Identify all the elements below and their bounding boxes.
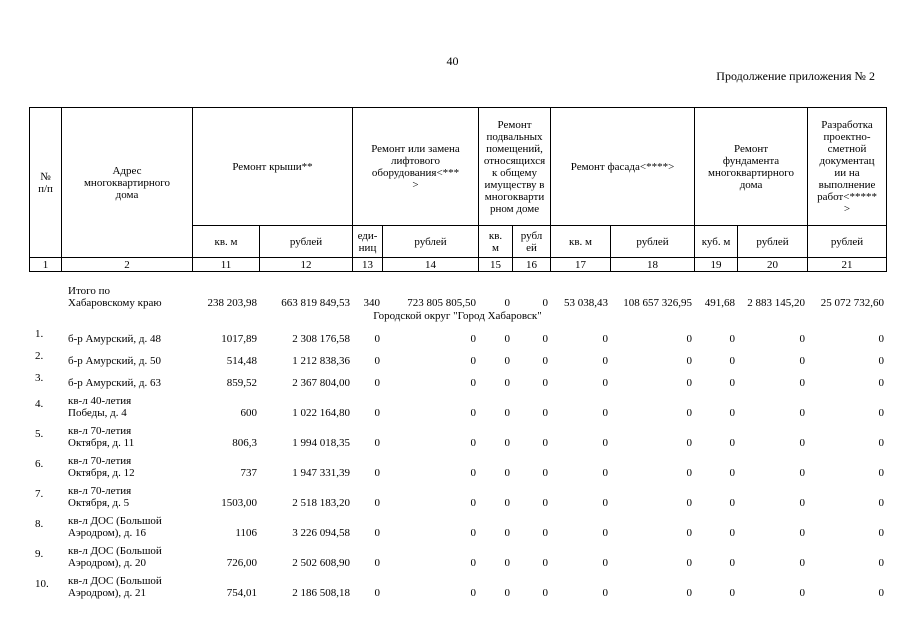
header-line: сметной	[827, 142, 867, 155]
table-row	[29, 479, 886, 509]
address-line: кв-л ДОС (Большой	[68, 515, 162, 527]
address-line: кв-л 70-летия	[68, 455, 132, 467]
header-line: дома	[115, 188, 139, 201]
row-value: 0	[799, 437, 805, 449]
address-line: б-р Амурский, д. 63	[68, 377, 162, 389]
table-row	[29, 419, 886, 449]
column-number: 20	[738, 258, 808, 272]
row-value: 1 212 838,36	[292, 355, 350, 367]
row-value: 0	[729, 587, 735, 599]
total-value: 238 203,98	[207, 297, 257, 309]
row-value: 3 226 094,58	[292, 527, 350, 539]
header-line: рном доме	[489, 202, 540, 215]
unit-foundation-cubm: куб. м	[695, 226, 738, 258]
header-line: имуществу в	[484, 178, 545, 191]
row-value: 0	[878, 467, 884, 479]
row-value: 726,00	[226, 557, 257, 569]
header-line: ниц	[358, 241, 377, 254]
address-line: Октября, д. 5	[68, 497, 130, 509]
row-value: 1 022 164,80	[292, 407, 350, 419]
address-line: кв-л 70-летия	[68, 485, 132, 497]
header-line: Адрес	[112, 164, 142, 177]
row-value: 1106	[235, 527, 257, 539]
row-value: 0	[542, 557, 548, 569]
column-number: 18	[611, 258, 695, 272]
total-value: 25 072 732,60	[820, 297, 884, 309]
row-value: 0	[602, 333, 608, 345]
row-value: 0	[470, 333, 476, 345]
header-line: работ<*****	[817, 190, 877, 203]
row-address	[61, 345, 192, 367]
row-value: 0	[602, 407, 608, 419]
total-value: 2 883 145,20	[747, 297, 805, 309]
row-value: 1503,00	[221, 497, 257, 509]
row-value: 0	[374, 497, 380, 509]
row-value: 0	[878, 437, 884, 449]
address-line: Октября, д. 12	[68, 467, 135, 479]
header-line: относящихся	[483, 154, 546, 167]
row-value: 0	[686, 467, 692, 479]
row-address	[61, 479, 192, 509]
row-value: 0	[602, 497, 608, 509]
row-value: 737	[240, 467, 257, 479]
total-label-line: Хабаровскому краю	[68, 297, 162, 309]
data-table	[29, 277, 886, 599]
row-value: 0	[799, 407, 805, 419]
header-line: многоквартирного	[708, 166, 795, 179]
address-line: кв-л ДОС (Большой	[68, 545, 162, 557]
address-line: Аэродром), д. 20	[68, 557, 146, 569]
total-value: 723 805 805,50	[407, 297, 476, 309]
row-value: 0	[686, 355, 692, 367]
row-value: 0	[799, 377, 805, 389]
row-value: 0	[799, 355, 805, 367]
row-value: 0	[602, 437, 608, 449]
row-value: 0	[374, 377, 380, 389]
row-value: 0	[504, 467, 510, 479]
row-value: 0	[686, 437, 692, 449]
header-line: Ремонт	[497, 118, 532, 131]
row-value: 1 994 018,35	[292, 437, 350, 449]
address-line: Аэродром), д. 16	[68, 527, 146, 539]
row-value: 0	[729, 467, 735, 479]
row-value: 0	[374, 467, 380, 479]
row-value: 0	[470, 557, 476, 569]
row-value: 0	[878, 557, 884, 569]
row-value: 0	[504, 497, 510, 509]
header-no	[30, 108, 62, 258]
header-address	[62, 108, 193, 258]
row-value: 0	[470, 497, 476, 509]
row-value: 2 367 804,00	[292, 377, 350, 389]
row-value: 0	[799, 527, 805, 539]
page-number: 40	[446, 54, 459, 68]
total-value: 340	[363, 297, 380, 309]
row-value: 0	[542, 587, 548, 599]
total-row	[29, 277, 886, 309]
row-value: 2 502 608,90	[292, 557, 350, 569]
column-number: 12	[260, 258, 353, 272]
unit-foundation-rub: рублей	[738, 226, 808, 258]
header-line: многокварти	[484, 190, 545, 203]
row-number: 5.	[35, 428, 44, 440]
unit-roof-rub: рублей	[260, 226, 353, 258]
header-line: ей	[526, 241, 537, 254]
total-value: 0	[542, 297, 548, 309]
row-value: 0	[878, 587, 884, 599]
row-value: 0	[374, 587, 380, 599]
row-number: 1.	[35, 328, 44, 340]
header-line: еди-	[357, 229, 378, 242]
row-value: 0	[799, 587, 805, 599]
total-label	[61, 277, 192, 309]
row-value: 0	[504, 587, 510, 599]
row-value: 0	[470, 355, 476, 367]
unit-lift-count	[353, 226, 383, 258]
unit-basement-rub	[513, 226, 551, 258]
address-line: Аэродром), д. 21	[68, 587, 146, 599]
region-row	[29, 309, 886, 323]
column-number: 21	[808, 258, 887, 272]
header-line: м	[492, 241, 499, 254]
row-value: 0	[374, 437, 380, 449]
column-number: 2	[62, 258, 193, 272]
column-number: 17	[551, 258, 611, 272]
header-roof: Ремонт крыши**	[193, 108, 353, 226]
row-value: 0	[686, 557, 692, 569]
row-value: 0	[374, 527, 380, 539]
row-number: 6.	[35, 458, 44, 470]
row-value: 0	[602, 587, 608, 599]
row-value: 0	[504, 377, 510, 389]
row-value: 0	[542, 527, 548, 539]
row-value: 0	[374, 333, 380, 345]
total-value: 0	[504, 297, 510, 309]
row-value: 0	[602, 467, 608, 479]
unit-facade-rub: рублей	[611, 226, 695, 258]
header-line: выполнение	[818, 178, 876, 191]
row-value: 0	[374, 407, 380, 419]
column-number: 11	[193, 258, 260, 272]
header-line: рубл	[520, 229, 543, 242]
row-address	[61, 509, 192, 539]
row-value: 0	[878, 333, 884, 345]
header-lift	[353, 108, 479, 226]
header-foundation	[695, 108, 808, 226]
column-number: 13	[353, 258, 383, 272]
address-line: кв-л ДОС (Большой	[68, 575, 162, 587]
row-value: 806,3	[232, 437, 257, 449]
unit-lift-rub: рублей	[383, 226, 479, 258]
row-value: 2 308 176,58	[292, 333, 350, 345]
region-title: Городской округ "Город Хабаровск"	[373, 310, 542, 322]
total-value: 53 038,43	[564, 297, 608, 309]
row-value: 0	[602, 377, 608, 389]
address-line: б-р Амурский, д. 50	[68, 355, 162, 367]
row-value: 0	[729, 333, 735, 345]
row-number: 8.	[35, 518, 44, 530]
header-line: п/п	[38, 182, 53, 195]
row-number: 2.	[35, 350, 44, 362]
total-value: 491,68	[704, 297, 735, 309]
row-value: 0	[504, 333, 510, 345]
row-value: 859,52	[226, 377, 257, 389]
row-value: 1017,89	[221, 333, 257, 345]
unit-facade-sqm: кв. м	[551, 226, 611, 258]
table-row	[29, 569, 886, 599]
address-line: кв-л 70-летия	[68, 425, 132, 437]
row-value: 0	[470, 587, 476, 599]
table-row	[29, 367, 886, 389]
row-value: 0	[470, 527, 476, 539]
row-value: 0	[799, 497, 805, 509]
column-number: 1	[30, 258, 62, 272]
table-row	[29, 345, 886, 367]
header-line: >	[412, 178, 419, 191]
total-value: 108 657 326,95	[623, 297, 692, 309]
row-value: 0	[470, 437, 476, 449]
row-value: 0	[470, 377, 476, 389]
header-line: лифтового	[391, 154, 441, 167]
header-line: к общему	[492, 166, 538, 179]
row-value: 0	[542, 467, 548, 479]
row-value: 0	[729, 497, 735, 509]
row-address	[61, 323, 192, 345]
header-line: ии на	[834, 166, 860, 179]
row-value: 0	[729, 407, 735, 419]
header-line: фундамента	[722, 154, 780, 167]
row-value: 0	[504, 355, 510, 367]
header-line: документац	[819, 154, 875, 167]
row-value: 0	[374, 355, 380, 367]
row-value: 1 947 331,39	[292, 467, 350, 479]
row-number: 7.	[35, 488, 44, 500]
row-address	[61, 367, 192, 389]
column-number: 19	[695, 258, 738, 272]
total-label-line: Итого по	[68, 285, 110, 297]
address-line: Победы, д. 4	[68, 407, 127, 419]
address-line: б-р Амурский, д. 48	[68, 333, 162, 345]
header-design	[808, 108, 887, 226]
row-value: 0	[878, 407, 884, 419]
column-number: 16	[513, 258, 551, 272]
row-value: 0	[729, 377, 735, 389]
row-number: 3.	[35, 372, 44, 384]
column-numbers-row	[30, 258, 887, 272]
header-facade: Ремонт фасада<****>	[551, 108, 695, 226]
row-value: 0	[729, 527, 735, 539]
header-line: оборудования<***	[371, 166, 460, 179]
row-value: 0	[878, 355, 884, 367]
row-value: 0	[542, 333, 548, 345]
header-line: дома	[739, 178, 763, 191]
row-value: 0	[374, 557, 380, 569]
row-value: 0	[542, 407, 548, 419]
header-line: Разработка	[821, 118, 873, 131]
address-line: Октября, д. 11	[68, 437, 135, 449]
row-value: 0	[504, 557, 510, 569]
header-line: Ремонт	[734, 142, 769, 155]
header-line: подвальных	[486, 130, 543, 143]
row-address	[61, 539, 192, 569]
unit-roof-sqm: кв. м	[193, 226, 260, 258]
row-value: 0	[729, 437, 735, 449]
row-value: 0	[729, 355, 735, 367]
header-line: проектно-	[823, 130, 871, 143]
row-value: 0	[729, 557, 735, 569]
row-value: 514,48	[226, 355, 257, 367]
row-value: 0	[470, 467, 476, 479]
total-value: 663 819 849,53	[281, 297, 350, 309]
unit-design-rub: рублей	[808, 226, 887, 258]
header-basement	[479, 108, 551, 226]
row-value: 754,01	[226, 587, 257, 599]
row-number: 9.	[35, 548, 44, 560]
table-row	[29, 389, 886, 419]
row-value: 2 518 183,20	[292, 497, 350, 509]
row-address	[61, 569, 192, 599]
table-row	[29, 509, 886, 539]
column-number: 15	[479, 258, 513, 272]
row-value: 0	[878, 497, 884, 509]
row-value: 0	[504, 407, 510, 419]
header-line: №	[40, 170, 51, 183]
table-row	[29, 539, 886, 569]
address-line: кв-л 40-летия	[68, 395, 132, 407]
header-line: кв.	[488, 229, 503, 242]
unit-basement-sqm	[479, 226, 513, 258]
header-line: Ремонт или замена	[371, 142, 460, 155]
row-value: 0	[686, 527, 692, 539]
row-value: 0	[686, 333, 692, 345]
row-value: 0	[542, 355, 548, 367]
header-line: многоквартирного	[83, 176, 171, 189]
row-value: 0	[542, 437, 548, 449]
row-value: 0	[799, 557, 805, 569]
header-table	[29, 107, 887, 272]
row-value: 0	[686, 377, 692, 389]
row-value: 0	[602, 355, 608, 367]
row-number: 10.	[35, 578, 49, 590]
header-line: помещений,	[486, 142, 543, 155]
row-number: 4.	[35, 398, 44, 410]
row-value: 0	[542, 497, 548, 509]
row-value: 0	[504, 527, 510, 539]
row-value: 0	[878, 527, 884, 539]
row-value: 0	[602, 557, 608, 569]
continuation-label: Продолжение приложения № 2	[716, 69, 875, 83]
total-index	[29, 277, 61, 309]
row-address	[61, 389, 192, 419]
row-value: 0	[686, 407, 692, 419]
row-address	[61, 419, 192, 449]
row-value: 2 186 508,18	[292, 587, 350, 599]
row-value: 0	[504, 437, 510, 449]
table-row	[29, 323, 886, 345]
row-value: 0	[878, 377, 884, 389]
table-row	[29, 449, 886, 479]
row-value: 0	[799, 333, 805, 345]
row-value: 0	[470, 407, 476, 419]
column-number: 14	[383, 258, 479, 272]
header-line: >	[843, 202, 851, 215]
row-address	[61, 449, 192, 479]
row-value: 0	[542, 377, 548, 389]
row-value: 0	[799, 467, 805, 479]
row-value: 0	[602, 527, 608, 539]
row-value: 600	[240, 407, 257, 419]
row-value: 0	[686, 587, 692, 599]
row-value: 0	[686, 497, 692, 509]
